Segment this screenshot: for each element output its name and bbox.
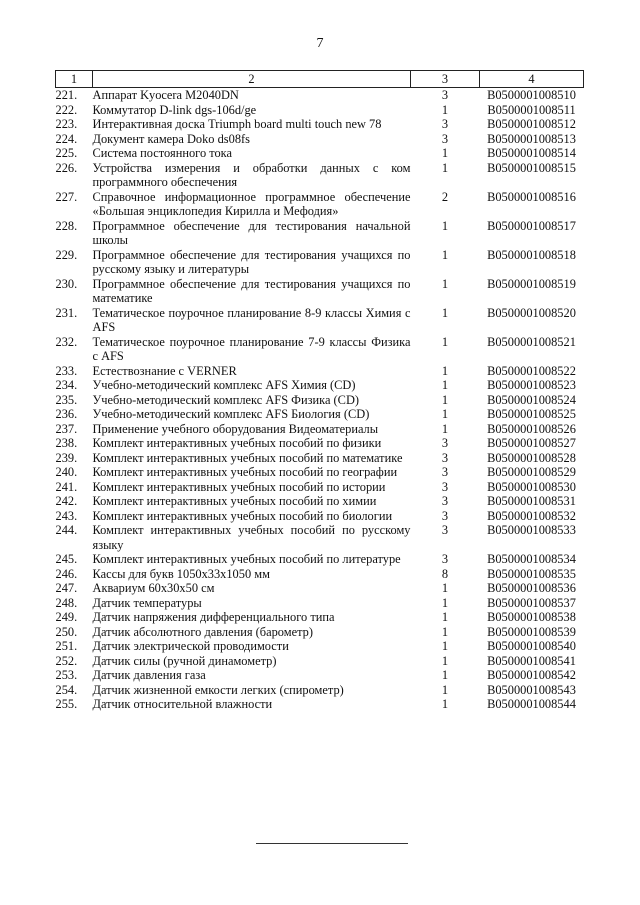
inventory-code: B0500001008515 — [487, 160, 576, 175]
table-row — [56, 277, 584, 306]
table-row — [56, 494, 584, 509]
row-number: 243. — [55, 508, 78, 523]
row-number: 246. — [55, 566, 78, 581]
table-row — [56, 190, 584, 219]
item-quantity: 3 — [441, 450, 449, 465]
item-quantity: 3 — [441, 131, 449, 146]
table-row — [56, 567, 584, 582]
item-name: Комплект интерактивных учебных пособий по химии — [92, 494, 377, 508]
table-row — [56, 552, 584, 567]
item-quantity: 8 — [441, 566, 449, 581]
inventory-code: B0500001008522 — [487, 363, 576, 378]
inventory-code: B0500001008519 — [487, 276, 576, 291]
inventory-code: B0500001008517 — [487, 218, 576, 233]
inventory-code: B0500001008514 — [487, 146, 576, 160]
item-name: Аквариум 60x30x50 см — [92, 581, 215, 595]
row-number: 254. — [55, 682, 78, 697]
item-name: Комплект интерактивных учебных пособий по биологии — [92, 508, 393, 523]
item-quantity: 1 — [441, 334, 449, 349]
item-quantity: 1 — [441, 102, 449, 117]
inventory-code: B0500001008520 — [487, 305, 576, 320]
item-name: Справочное информационное программное обеспечение «Большая энциклопедия Кирилла и Мефодия» — [92, 189, 411, 218]
table-row — [56, 697, 584, 712]
item-quantity: 1 — [441, 653, 449, 668]
item-name: Интерактивная доска Triumph board multi touch new 78 — [92, 117, 382, 131]
item-name: Датчик жизненной емкости легких (спирометр) — [92, 682, 344, 697]
item-quantity: 1 — [441, 421, 449, 436]
item-name: Комплект интерактивных учебных пособий по истории — [92, 479, 386, 494]
table-row — [56, 248, 584, 277]
item-quantity: 1 — [441, 218, 449, 233]
inventory-code: B0500001008531 — [487, 494, 576, 508]
item-quantity: 3 — [441, 465, 449, 479]
row-number: 245. — [55, 552, 78, 566]
inventory-code: B0500001008523 — [487, 378, 576, 392]
table-row — [56, 364, 584, 379]
item-quantity: 1 — [441, 160, 449, 175]
row-number: 229. — [55, 247, 78, 262]
item-quantity: 1 — [441, 146, 449, 160]
item-quantity: 1 — [441, 276, 449, 291]
table-row — [56, 88, 584, 103]
inventory-code: B0500001008528 — [487, 450, 576, 465]
inventory-code: B0500001008525 — [487, 407, 576, 421]
item-name: Комплект интерактивных учебных пособий по географии — [92, 465, 398, 479]
table-row — [56, 393, 584, 408]
inventory-code: B0500001008511 — [487, 102, 576, 117]
item-quantity: 1 — [441, 682, 449, 697]
row-number: 255. — [55, 697, 78, 711]
item-quantity: 3 — [441, 523, 449, 537]
table-row — [56, 422, 584, 437]
table-row — [56, 436, 584, 451]
table-row — [56, 480, 584, 495]
table-row — [56, 639, 584, 654]
column-header-number: 1 — [56, 71, 93, 88]
header-row — [56, 71, 584, 88]
item-name: Датчик электрической проводимости — [92, 639, 289, 653]
table-row — [56, 509, 584, 524]
item-quantity: 1 — [441, 247, 449, 262]
row-number: 248. — [55, 595, 78, 610]
item-name: Устройства измерения и обработки данных с ком программного обеспечения — [92, 160, 411, 189]
table-row — [56, 219, 584, 248]
row-number: 224. — [55, 131, 78, 146]
row-number: 250. — [55, 624, 78, 639]
inventory-table — [55, 70, 584, 712]
row-number: 226. — [55, 160, 78, 175]
table-row — [56, 117, 584, 132]
table-row — [56, 610, 584, 625]
table-row — [56, 668, 584, 683]
table-row — [56, 465, 584, 480]
inventory-code: B0500001008539 — [487, 624, 576, 639]
inventory-code: B0500001008538 — [487, 610, 576, 624]
table-row — [56, 625, 584, 640]
row-number: 240. — [55, 465, 78, 479]
item-name: Датчик давления газа — [92, 668, 206, 682]
table-row — [56, 683, 584, 698]
item-name: Кассы для букв 1050x33x1050 мм — [92, 566, 270, 581]
row-number: 236. — [55, 407, 78, 421]
row-number: 221. — [55, 88, 78, 102]
item-name: Аппарат Kyocera M2040DN — [92, 88, 239, 102]
row-number: 247. — [55, 581, 78, 595]
table-row — [56, 654, 584, 669]
inventory-code: B0500001008521 — [487, 334, 576, 349]
inventory-code: B0500001008526 — [487, 421, 576, 436]
item-quantity: 1 — [441, 610, 449, 624]
inventory-code: B0500001008542 — [487, 668, 576, 682]
item-name: Датчик температуры — [92, 595, 202, 610]
row-number: 252. — [55, 653, 78, 668]
table-row — [56, 378, 584, 393]
row-number: 253. — [55, 668, 78, 682]
inventory-code: B0500001008541 — [487, 653, 576, 668]
inventory-code: B0500001008534 — [487, 552, 576, 566]
item-name: Естествознание с VERNER — [92, 363, 237, 378]
row-number: 239. — [55, 450, 78, 465]
inventory-code: B0500001008535 — [487, 566, 576, 581]
item-quantity: 1 — [441, 363, 449, 378]
column-header-name: 2 — [93, 71, 411, 88]
inventory-code: B0500001008516 — [487, 189, 576, 204]
item-name: Комплект интерактивных учебных пособий по математике — [92, 450, 403, 465]
inventory-code: B0500001008537 — [487, 595, 576, 610]
item-quantity: 1 — [441, 639, 449, 653]
item-name: Применение учебного оборудования Видеоматериалы — [92, 421, 379, 436]
item-quantity: 1 — [441, 697, 449, 711]
row-number: 237. — [55, 421, 78, 436]
item-quantity: 1 — [441, 378, 449, 392]
table-row — [56, 407, 584, 422]
item-name: Система постоянного тока — [92, 146, 233, 160]
item-quantity: 1 — [441, 392, 449, 407]
row-number: 244. — [55, 523, 78, 537]
item-quantity: 1 — [441, 407, 449, 421]
item-quantity: 3 — [441, 494, 449, 508]
row-number: 251. — [55, 639, 78, 653]
item-quantity: 3 — [441, 436, 449, 450]
item-name: Датчик силы (ручной динамометр) — [92, 653, 277, 668]
item-name: Датчик напряжения дифференциального типа — [92, 610, 335, 624]
item-name: Датчик абсолютного давления (барометр) — [92, 624, 313, 639]
item-name: Тематическое поурочное планирование 8-9 классы Химия с AFS — [92, 305, 411, 334]
inventory-code: B0500001008524 — [487, 392, 576, 407]
inventory-code: B0500001008510 — [487, 88, 576, 102]
item-quantity: 3 — [441, 117, 449, 131]
row-number: 233. — [55, 363, 78, 378]
item-quantity: 3 — [441, 88, 449, 102]
item-name: Комплект интерактивных учебных пособий по физики — [92, 436, 382, 450]
table-row — [56, 596, 584, 611]
inventory-code: B0500001008530 — [487, 479, 576, 494]
item-quantity: 1 — [441, 624, 449, 639]
inventory-code: B0500001008527 — [487, 436, 576, 450]
inventory-code: B0500001008529 — [487, 465, 576, 479]
table-row — [56, 306, 584, 335]
item-name: Учебно-методический комплекс AFS Биология (CD) — [92, 407, 370, 421]
table-row — [56, 451, 584, 466]
inventory-code: B0500001008512 — [487, 117, 576, 131]
inventory-code: B0500001008544 — [487, 697, 576, 711]
inventory-code: B0500001008513 — [487, 131, 576, 146]
column-header-inventory-code: 4 — [480, 71, 584, 88]
row-number: 234. — [55, 378, 78, 392]
item-name: Программное обеспечение для тестирования учащихся по математике — [92, 276, 411, 305]
table-row — [56, 146, 584, 161]
row-number: 227. — [55, 189, 78, 204]
row-number: 230. — [55, 276, 78, 291]
table-row — [56, 132, 584, 147]
item-name: Учебно-методический комплекс AFS Химия (CD) — [92, 378, 356, 392]
item-quantity: 2 — [441, 189, 449, 204]
item-quantity: 3 — [441, 479, 449, 494]
table-row — [56, 161, 584, 190]
item-quantity: 1 — [441, 305, 449, 320]
item-name: Тематическое поурочное планирование 7-9 классы Физика с AFS — [92, 334, 411, 363]
table-row — [56, 523, 584, 552]
row-number: 222. — [55, 102, 78, 117]
item-quantity: 1 — [441, 668, 449, 682]
inventory-code: B0500001008540 — [487, 639, 576, 653]
table-row — [56, 103, 584, 118]
item-name: Коммутатор D-link dgs-106d/ge — [92, 102, 257, 117]
item-name: Программное обеспечение для тестирования учащихся по русскому языку и литературы — [92, 247, 411, 276]
inventory-code: B0500001008532 — [487, 508, 576, 523]
item-name: Комплект интерактивных учебных пособий по русскому языку — [92, 523, 411, 552]
end-divider — [256, 843, 408, 844]
row-number: 225. — [55, 146, 78, 160]
table-row — [56, 335, 584, 364]
item-quantity: 1 — [441, 581, 449, 595]
item-quantity: 1 — [441, 595, 449, 610]
row-number: 231. — [55, 305, 78, 320]
row-number: 228. — [55, 218, 78, 233]
item-name: Программное обеспечение для тестирования начальной школы — [92, 218, 411, 247]
item-name: Учебно-методический комплекс AFS Физика (CD) — [92, 392, 360, 407]
row-number: 238. — [55, 436, 78, 450]
inventory-code: B0500001008533 — [487, 523, 576, 537]
item-quantity: 3 — [441, 508, 449, 523]
row-number: 235. — [55, 392, 78, 407]
inventory-code: B0500001008536 — [487, 581, 576, 595]
item-name: Комплект интерактивных учебных пособий по литературе — [92, 552, 401, 566]
table-row — [56, 581, 584, 596]
row-number: 249. — [55, 610, 78, 624]
row-number: 241. — [55, 479, 78, 494]
inventory-code: B0500001008543 — [487, 682, 576, 697]
row-number: 223. — [55, 117, 78, 131]
item-name: Документ камера Doko ds08fs — [92, 131, 250, 146]
item-name: Датчик относительной влажности — [92, 697, 273, 711]
inventory-code: B0500001008518 — [487, 247, 576, 262]
page-number: 7 — [316, 36, 324, 51]
row-number: 242. — [55, 494, 78, 508]
row-number: 232. — [55, 334, 78, 349]
item-quantity: 3 — [441, 552, 449, 566]
column-header-quantity: 3 — [411, 71, 480, 88]
